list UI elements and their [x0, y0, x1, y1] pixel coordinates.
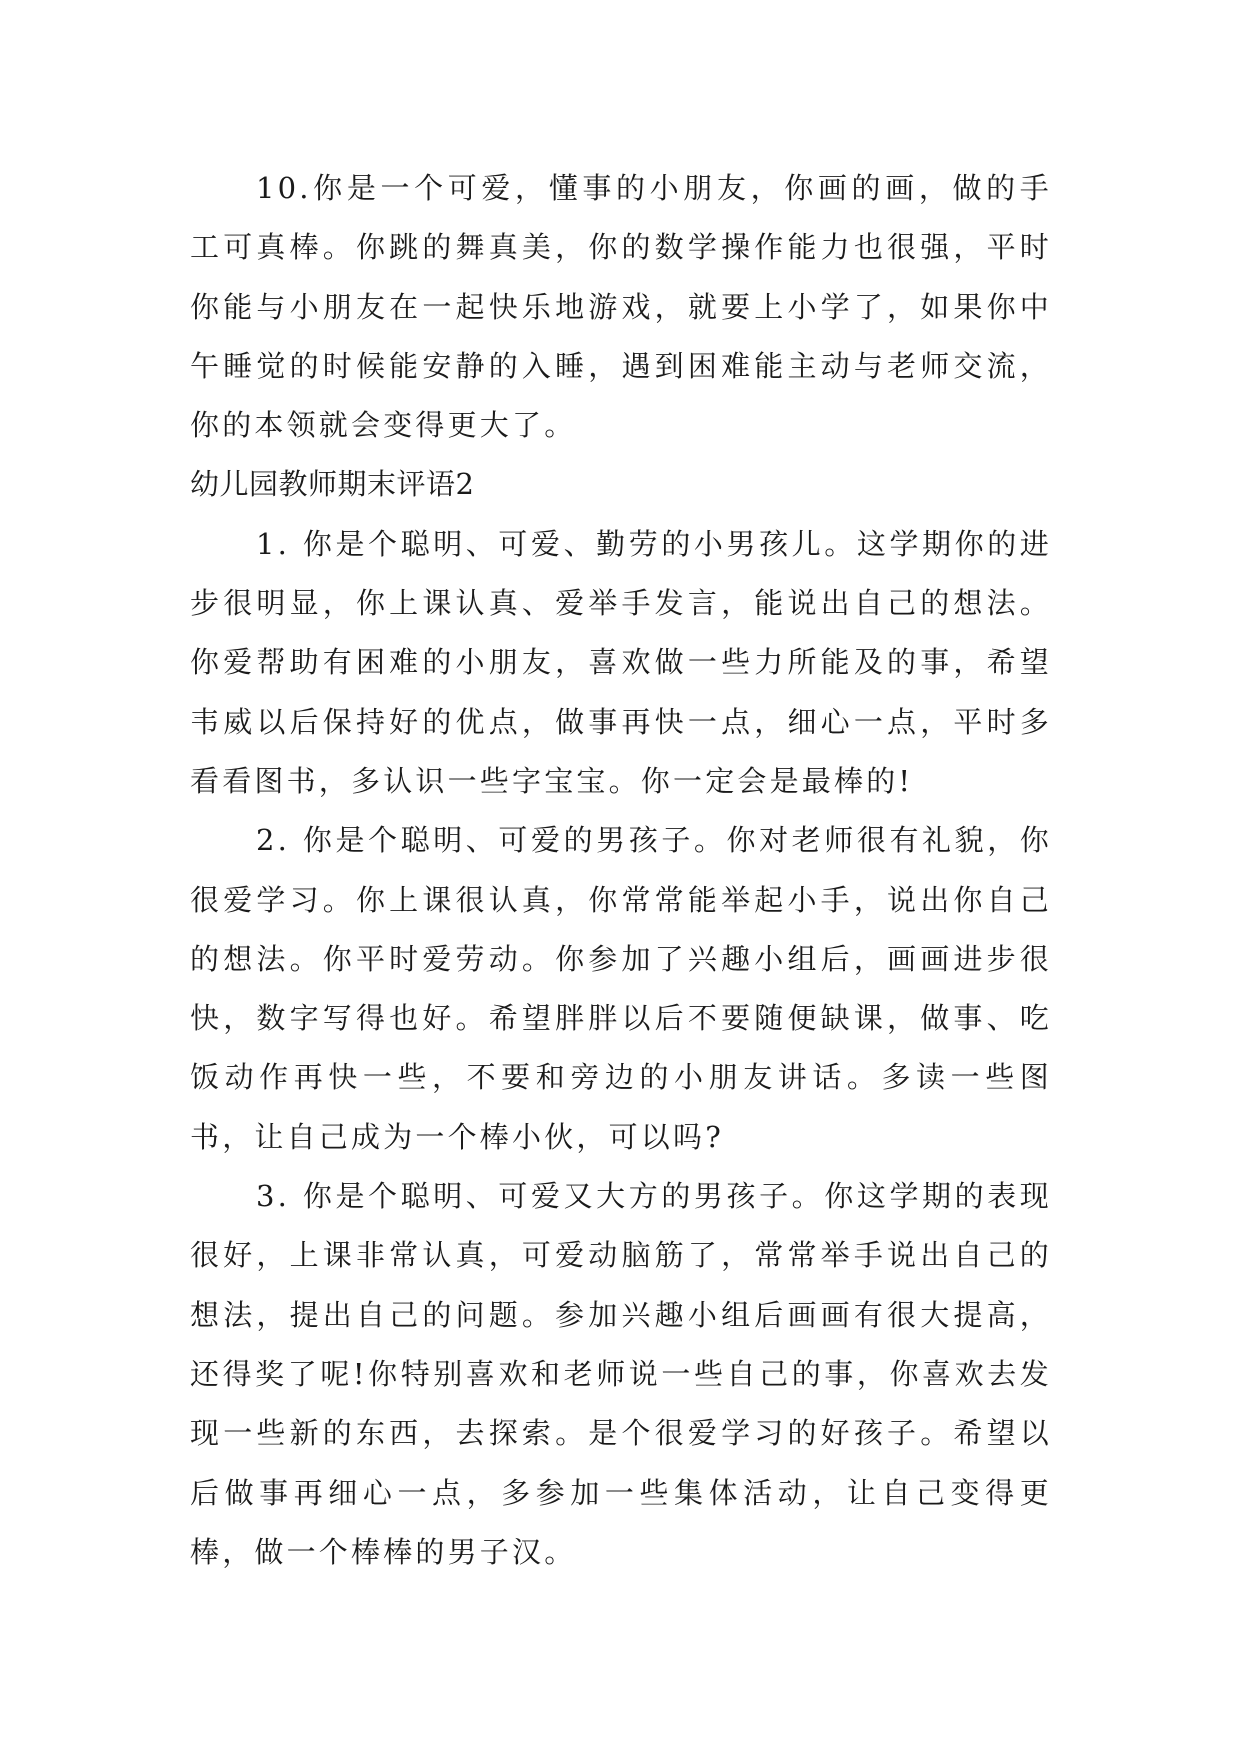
- section-heading: 幼儿园教师期末评语2: [190, 467, 475, 502]
- paragraph-comment-10: 10.你是一个可爱，懂事的小朋友，你画的画，做的手工可真棒。你跳的舞真美，你的数学操作能力也很强，平时你能与小朋友在一起快乐地游戏，就要上小学了，如果你中午睡觉的时候能安静的入睡，遇到困难能主动与老师交流，你的本领就会变得更大了。: [190, 171, 1052, 443]
- paragraph-comment-3: 3. 你是个聪明、可爱又大方的男孩子。你这学期的表现很好，上课非常认真，可爱动脑筋了，常常举手说出自己的想法，提出自己的问题。参加兴趣小组后画画有很大提高，还得奖了呢!你特别喜欢和老师说一些自己的事，你喜欢去发现一些新的东西，去探索。是个很爱学习的好孩子。希望以后做事再细心一点，多参加一些集体活动，让自己变得更棒，做一个棒棒的男子汉。: [190, 1179, 1052, 1569]
- document-body: [190, 159, 1052, 1582]
- paragraph-comment-2: 2. 你是个聪明、可爱的男孩子。你对老师很有礼貌，你很爱学习。你上课很认真，你常常能举起小手，说出你自己的想法。你平时爱劳动。你参加了兴趣小组后，画画进步很快，数字写得也好。希望胖胖以后不要随便缺课，做事、吃饭动作再快一些，不要和旁边的小朋友讲话。多读一些图书，让自己成为一个棒小伙，可以吗?: [190, 823, 1052, 1154]
- paragraph-comment-1: 1. 你是个聪明、可爱、勤劳的小男孩儿。这学期你的进步很明显，你上课认真、爱举手发言，能说出自己的想法。你爱帮助有困难的小朋友，喜欢做一些力所能及的事，希望韦威以后保持好的优点，做事再快一点，细心一点，平时多看看图书，多认识一些字宝宝。你一定会是最棒的!: [190, 526, 1052, 798]
